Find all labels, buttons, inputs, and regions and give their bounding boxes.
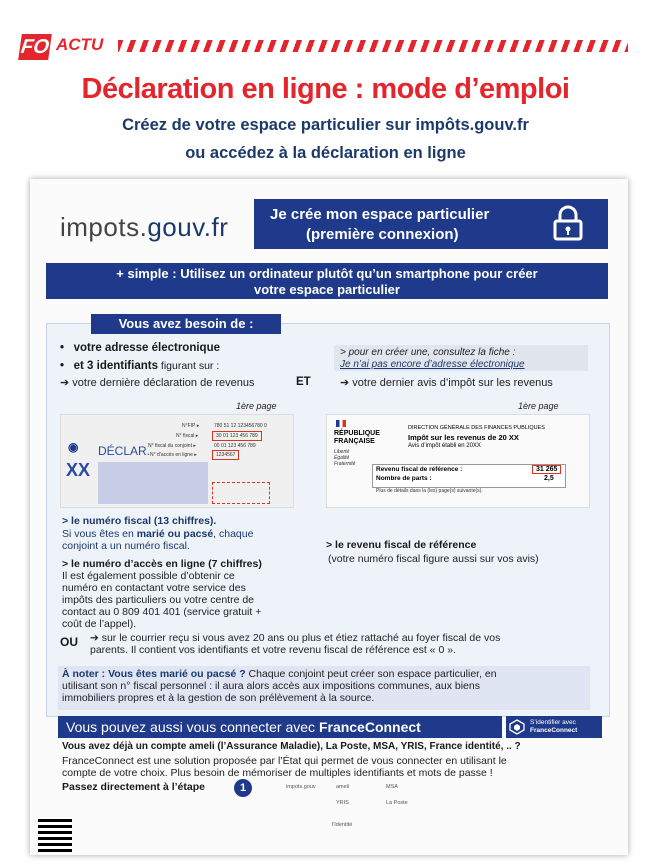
parts-value: 2,5 [544,475,554,482]
parts-label: Nombre de parts : [376,475,432,482]
partner-logo-identite: l'Identité [332,822,353,828]
val-fip: 780 51 12 123456780 0 [214,423,267,429]
ou-line1: ➔ sur le courrier reçu si vous avez 20 ans ou plus et étiez rattaché au foyer fiscal de vos [90,632,501,644]
num-fiscal-line1 [62,528,253,540]
motto-1: Liberté [334,449,350,455]
rfr-title: > le revenu fiscal de référence [326,539,477,551]
address-block-blur [98,462,208,504]
actu-tag: ACTU [56,35,104,54]
besoin-heading: Vous avez besoin de : [91,314,281,334]
partner-logo-ameli: ameli [336,784,350,790]
page-subtitle-1: Créez de votre espace particulier sur impôts.gouv.fr [122,116,529,134]
label-acces: N° d’accès en ligne ▸ [150,452,197,458]
rfr-label: Revenu fiscal de référence : [376,466,463,473]
page1-label-left: 1ère page [236,401,277,411]
motto-3: Fraternité [334,461,356,467]
page-title: Déclaration en ligne : mode d’emploi [81,73,570,105]
impots-gouv-logo [60,212,228,243]
need-email: • votre adresse électronique [60,342,220,354]
label-nfiscal-conjoint: N° fiscal du conjoint ▸ [148,443,196,449]
xx-label: XX [66,460,91,480]
site-suffix: gouv.fr [147,212,229,242]
header-hatch-decoration [118,40,628,52]
rf-line1: RÉPUBLIQUE [334,430,380,437]
label-nfip: N°FIP ▸ [182,423,200,429]
num-acces-line4: contact au 0 809 401 401 (service gratuit + [62,606,262,618]
need-ids-suffix: figurant sur : [157,360,220,372]
motto-2: Égalité [334,455,350,461]
fc-title-bold: FranceConnect [318,719,421,735]
arrow-last-decl-text: votre dernière déclaration de revenus [72,377,255,389]
fc-step-text: Passez directement à l’étape [62,781,205,793]
ou-line1-text: sur le courrier reçu si vous avez 20 ans ou plus et étiez rattaché au foyer fiscal de vos [101,632,501,644]
num-fiscal-text2: , chaque [213,528,254,540]
fo-logo: FO [19,36,51,58]
site-prefix: impots. [60,212,148,242]
need-email-text: votre adresse électronique [73,342,220,354]
impot-label: Impôt sur les revenus de 20 XX [408,433,519,442]
num-acces-line5: coût de l’appel). [62,618,137,630]
et-label: ET [296,376,311,388]
dgfip-label: DIRECTION GÉNÉRALE DES FINANCES PUBLIQUES [408,425,545,431]
repeated-ids-box [212,482,270,504]
page1-label-right: 1ère page [518,401,559,411]
cerfa-logo: ◉ [68,440,79,454]
fc-line2: compte de votre choix. Plus besoin de mémoriser de multiples identifiants et mots de passe ! [62,767,493,779]
num-fiscal-text1: Si vous êtes en [62,528,137,540]
num-acces-line1: Il est également possible d’obtenir ce [62,570,235,582]
arrow-last-avis: ➔ votre dernier avis d’impôt sur les revenus [340,377,553,389]
partner-logo-msa: MSA [386,784,398,790]
val-conjoint: 00 01 123 456 789 [214,443,256,449]
note-line1-text: Chaque conjoint peut créer son espace particulier, en [245,668,497,680]
num-acces-line3: impôts des particuliers ou votre centre de [62,594,255,606]
note-line2: utilisant son n° fiscal personnel : il aura alors accès aux impositions communes, aux biens [62,680,480,692]
header-box-line2: (première connexion) [306,226,459,243]
page-subtitle-2: ou accédez à la déclaration en ligne [185,144,466,162]
partner-logo-yris: YRIS [336,800,349,806]
num-fiscal-title: > le numéro fiscal (13 chiffres). [62,515,217,527]
avis-label: Avis d’impôt établi en 20XX [408,443,481,449]
create-email-link[interactable]: Je n’ai pas encore d’adresse électronique [340,359,525,370]
declar-label: DÉCLAR. [98,444,151,458]
note-line3: immobiliers propres et à la gestion de son prélèvement à la source. [62,692,375,704]
need-ids-text: et 3 identifiants [73,360,158,372]
arrow-last-avis-text: votre dernier avis d’impôt sur les revenus [352,377,553,389]
partner-logo-impots: impots.gouv [286,784,316,790]
num-acces-title: > le numéro d’accès en ligne (7 chiffres) [62,558,262,570]
note-line1 [62,668,497,680]
qr-code[interactable] [38,818,72,852]
fc-title: Vous pouvez aussi vous connecter avec [66,719,319,735]
need-ids: • et 3 identifiants figurant sur : [60,360,220,372]
header-box-line1: Je crée mon espace particulier [270,206,490,223]
label-nfiscal: N° fiscal ▸ [176,433,199,439]
tip-bar-line2: votre espace particulier [254,282,400,297]
num-acces-line2: numéro en contactant votre service des [62,582,246,594]
rfr-text: (votre numéro fiscal figure aussi sur vos avis) [328,553,539,565]
rfr-value: 31 265 [532,465,561,474]
num-fiscal-line2: conjoint a un numéro fiscal. [62,540,190,552]
val-acces: 1234567 [212,450,239,460]
fc-line1: FranceConnect est une solution proposée par l’État qui permet de vous connecter en utilisant le [62,755,507,767]
tip-bar-line1: + simple : Utilisez un ordinateur plutôt qu’un smartphone pour créer [116,266,538,281]
note-label: À noter : Vous êtes marié ou pacsé ? [62,668,246,680]
franceconnect-button[interactable] [506,716,602,738]
fc-badge-line2: FranceConnect [530,727,578,734]
step-1-badge[interactable]: 1 [234,779,252,797]
franceconnect-bar [58,716,502,738]
partner-logo-laposte: La Poste [386,800,408,806]
rf-line2: FRANÇAISE [334,438,375,445]
franceconnect-logo-icon [509,719,525,735]
arrow-last-decl: ➔ votre dernière déclaration de revenus [60,377,255,389]
num-fiscal-bold: marié ou pacsé [136,528,214,540]
lock-icon [552,205,584,241]
create-email-hint: > pour en créer une, consultez la fiche : [340,347,516,358]
details-note: Plus de détails dans la (les) page(s) suivante(s). [376,488,483,494]
fc-badge-line1: S’identifier avec [530,719,576,726]
fc-question: Vous avez déjà un compte ameli (l’Assurance Maladie), La Poste, MSA, YRIS, France identité, .. ? [62,741,521,752]
ou-line2: parents. Il contient vos identifiants et votre revenu fiscal de référence est « 0 ». [90,644,456,656]
val-fiscal: 30 01 123 456 789 [212,431,262,441]
marianne-flag-icon [336,420,346,427]
ou-label: OU [60,635,78,649]
